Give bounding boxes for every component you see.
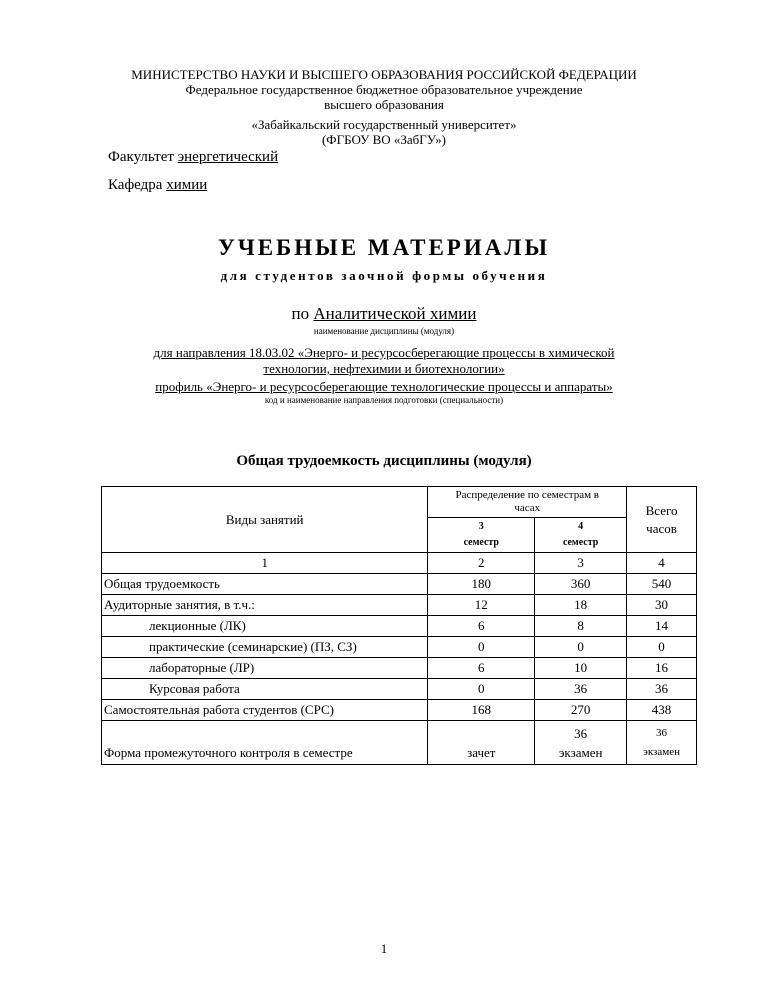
row-total: 0 <box>627 637 697 658</box>
control-sem4-hours: 36 <box>574 725 588 741</box>
row-sem3: 0 <box>428 637 535 658</box>
department-line <box>108 177 207 194</box>
row-sem4: 18 <box>535 595 627 616</box>
discipline-prefix: по <box>291 304 314 323</box>
row-total: 14 <box>627 616 697 637</box>
row-sem3: 0 <box>428 679 535 700</box>
control-sem4-form: экзамен <box>558 744 603 760</box>
table-row <box>102 700 697 721</box>
direction-line-1: для направления 18.03.02 «Энерго- и ресурсосберегающие процессы в химической <box>153 345 615 360</box>
row-sem4: 0 <box>535 637 627 658</box>
control-sem4 <box>535 721 627 765</box>
row-name: лабораторные (ЛР) <box>102 658 428 679</box>
semester-3-word: семестр <box>463 537 499 548</box>
row-name: Общая трудоемкость <box>102 574 428 595</box>
control-total-hours: 36 <box>656 726 668 739</box>
index-cell-2: 2 <box>428 553 535 574</box>
university-name: «Забайкальский государственный университет» <box>251 117 517 132</box>
row-sem3: 12 <box>428 595 535 616</box>
index-cell-1: 1 <box>102 553 428 574</box>
row-sem3: 6 <box>428 616 535 637</box>
university-abbr: (ФГБОУ ВО «ЗабГУ») <box>321 132 447 147</box>
department-label: Кафедра <box>108 177 167 193</box>
index-cell-4: 4 <box>627 553 697 574</box>
row-sem3: 6 <box>428 658 535 679</box>
table-row <box>102 679 697 700</box>
table-index-row <box>102 553 697 574</box>
row-total: 30 <box>627 595 697 616</box>
institution-line-2: высшего образования <box>324 97 444 112</box>
department-value: химии <box>166 177 208 193</box>
header-semester-3 <box>428 518 535 553</box>
institution-line-1: Федеральное государственное бюджетное образовательное учреждение <box>185 82 583 97</box>
faculty-label: Факультет <box>108 149 178 165</box>
control-total <box>627 721 697 765</box>
header-kinds: Виды занятий <box>102 487 428 553</box>
direction-caption: код и наименование направления подготовки (специальности) <box>264 395 504 405</box>
control-name: Форма промежуточного контроля в семестре <box>102 721 428 765</box>
table-row <box>102 658 697 679</box>
header-total <box>627 487 697 553</box>
ministry-line: МИНИСТЕРСТВО НАУКИ И ВЫСШЕГО ОБРАЗОВАНИЯ РОССИЙСКОЙ ФЕДЕРАЦИИ <box>131 67 637 82</box>
table-row <box>102 637 697 658</box>
semester-4-word: семестр <box>562 537 599 548</box>
faculty-line <box>108 149 278 166</box>
discipline-caption: наименование дисциплины (модуля) <box>313 326 455 336</box>
control-sem3: зачет <box>428 721 535 765</box>
header-total-line-2: часов <box>646 520 677 536</box>
row-name: Курсовая работа <box>102 679 428 700</box>
semester-4-number: 4 <box>578 521 584 532</box>
faculty-value: энергетический <box>177 149 279 165</box>
row-name: Самостоятельная работа студентов (СРС) <box>102 700 428 721</box>
workload-table <box>101 486 697 765</box>
row-name: практические (семинарские) (ПЗ, СЗ) <box>102 637 428 658</box>
index-cell-3: 3 <box>535 553 627 574</box>
row-name: лекционные (ЛК) <box>102 616 428 637</box>
control-total-form: экзамен <box>643 745 680 758</box>
row-sem3: 168 <box>428 700 535 721</box>
row-sem3: 180 <box>428 574 535 595</box>
table-control-row <box>102 721 697 765</box>
discipline-line <box>0 304 768 324</box>
row-total: 540 <box>627 574 697 595</box>
row-sem4: 36 <box>535 679 627 700</box>
row-total: 36 <box>627 679 697 700</box>
page-number: 1 <box>380 941 388 956</box>
row-sem4: 360 <box>535 574 627 595</box>
row-sem4: 10 <box>535 658 627 679</box>
table-title: Общая трудоемкость дисциплины (модуля) <box>236 453 532 469</box>
header-semester-4 <box>535 518 627 553</box>
direction-line-3: профиль «Энерго- и ресурсосберегающие технологические процессы и аппараты» <box>155 379 613 394</box>
row-sem4: 270 <box>535 700 627 721</box>
table-header-row <box>102 487 697 518</box>
table-row <box>102 616 697 637</box>
header-distribution: Распределение по семестрам в часах <box>428 487 627 518</box>
discipline-name: Аналитической химии <box>313 304 477 323</box>
semester-3-number: 3 <box>478 521 484 532</box>
row-sem4: 8 <box>535 616 627 637</box>
document-subtitle: для студентов заочной формы обучения <box>220 268 548 283</box>
header-total-line-1: Всего <box>645 502 678 518</box>
row-name: Аудиторные занятия, в т.ч.: <box>102 595 428 616</box>
row-total: 438 <box>627 700 697 721</box>
document-title: УЧЕБНЫЕ МАТЕРИАЛЫ <box>217 235 551 260</box>
row-total: 16 <box>627 658 697 679</box>
table-row <box>102 595 697 616</box>
direction-line-2: технологии, нефтехимии и биотехнологии» <box>263 361 505 376</box>
table-row <box>102 574 697 595</box>
